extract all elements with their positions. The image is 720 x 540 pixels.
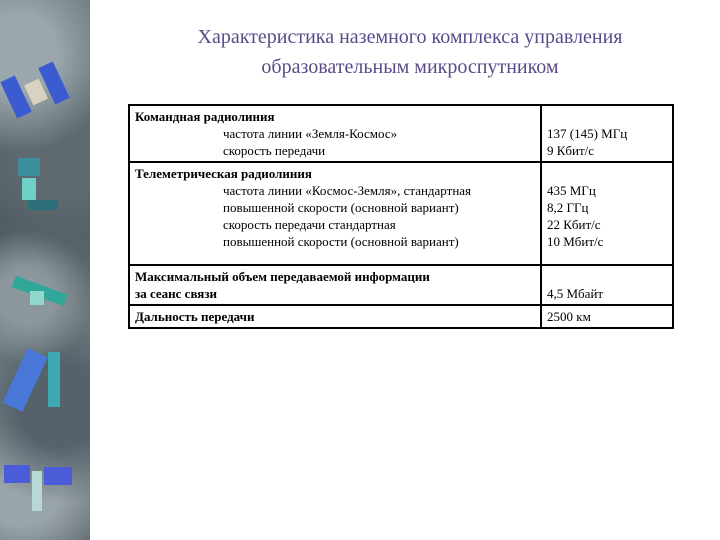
row-heading: Командная радиолиния [135,109,275,124]
satellite-icon [0,340,90,420]
range-cell [129,305,541,328]
param-value: 10 Мбит/с [547,234,604,249]
title-line-1: Характеристика наземного комплекса управления [197,26,623,48]
param-value: 22 Кбит/с [547,217,601,232]
param-label: частота линии «Космос-Земля», стандартная [223,183,472,198]
satellite-icon [0,150,90,230]
page-title [110,22,710,82]
row-heading: за сеанс связи [135,286,218,301]
param-value: 8,2 ГГц [547,200,589,215]
row-heading: Дальность передачи [135,309,255,324]
max-info-value-cell [541,265,673,305]
spec-table [128,104,674,329]
table-row [129,162,673,265]
max-info-cell [129,265,541,305]
satellite-icon [0,55,90,125]
command-link-cell [129,105,541,162]
row-heading: Телеметрическая радиолиния [135,166,312,181]
param-value: 137 (145) МГц [547,126,628,141]
param-value: 4,5 Мбайт [547,286,604,301]
param-label: повышенной скорости (основной вариант) [223,200,459,215]
table-row [129,305,673,328]
satellite-icon [0,265,90,325]
satellite-icon [0,455,90,525]
param-label: повышенной скорости (основной вариант) [223,234,459,249]
title-line-2: образовательным микроспутником [261,56,559,78]
telemetry-link-values [541,162,673,265]
range-value-cell [541,305,673,328]
param-label: скорость передачи [223,143,326,158]
param-value: 2500 км [547,309,591,324]
table-row [129,105,673,162]
row-heading: Максимальный объем передаваемой информации [135,269,430,284]
param-value: 9 Кбит/с [547,143,595,158]
command-link-values [541,105,673,162]
param-label: скорость передачи стандартная [223,217,396,232]
param-label: частота линии «Земля-Космос» [223,126,398,141]
satellite-image-sidebar [0,0,90,540]
table-row [129,265,673,305]
param-value: 435 МГц [547,183,596,198]
telemetry-link-cell [129,162,541,265]
